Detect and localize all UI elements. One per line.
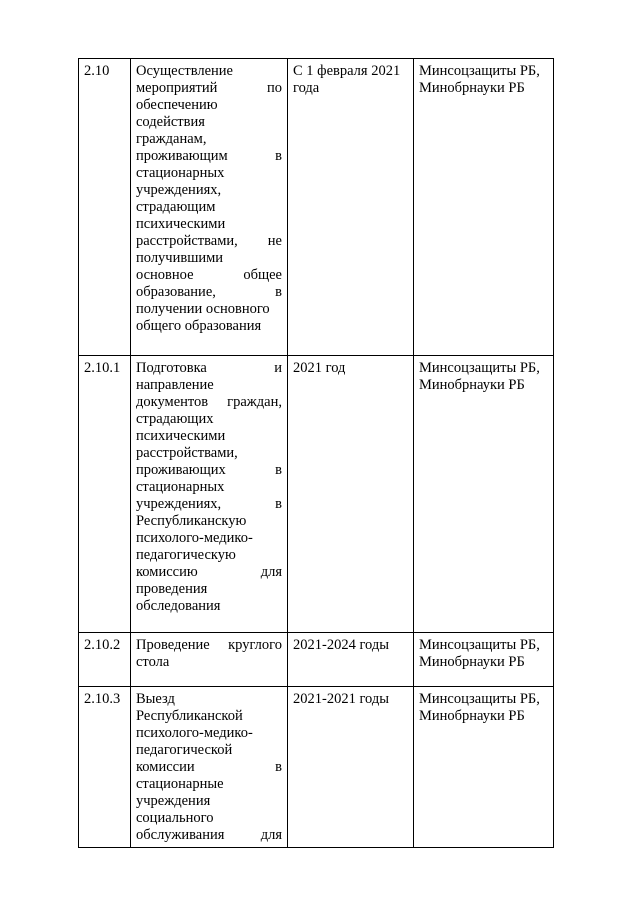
action-text-line: учреждениях, (136, 182, 222, 198)
action-text-line: педагогической (136, 742, 233, 758)
action-text-line: стола (136, 654, 170, 670)
action-text-line: образование, в (136, 284, 282, 300)
action-text-line: проведения (136, 581, 208, 597)
action-text-line: Республиканскую (136, 513, 247, 529)
executors-cell: Минсоцзащиты РБ, Минобрнауки РБ (414, 356, 554, 633)
action-text-line: документов граждан, (136, 394, 282, 410)
action-cell (131, 356, 288, 633)
table-row (79, 59, 554, 356)
action-text-line: содействия (136, 114, 205, 130)
action-text-line: комиссию для (136, 564, 282, 580)
table-row (79, 356, 554, 633)
action-text-line: учреждениях, в (136, 496, 282, 512)
action-text-line: страдающих (136, 411, 214, 427)
action-text-line: психолого-медико- (136, 530, 253, 546)
plan-table (78, 58, 554, 848)
action-text-line: обследования (136, 598, 221, 614)
action-text-line: получившими (136, 250, 224, 266)
action-cell (131, 687, 288, 848)
action-text-line: Осуществление (136, 63, 233, 79)
action-text-line: направление (136, 377, 214, 393)
action-text-line: педагогическую (136, 547, 236, 563)
action-text-line: психическими (136, 216, 226, 232)
action-cell (131, 633, 288, 687)
action-text-line: учреждения (136, 793, 211, 809)
action-text-line: общего образования (136, 318, 262, 334)
executors-cell: Минсоцзащиты РБ, Минобрнауки РБ (414, 633, 554, 687)
action-text-line: комиссии в (136, 759, 282, 775)
executors-cell: Минсоцзащиты РБ, Минобрнауки РБ (414, 687, 554, 848)
action-text-line: Подготовка и (136, 360, 282, 376)
row-number: 2.10.1 (79, 356, 131, 633)
action-text-line: стационарных (136, 479, 225, 495)
action-text-line: страдающим (136, 199, 216, 215)
action-text-line: Проведение круглого (136, 637, 282, 653)
action-text-line: расстройствами, не (136, 233, 282, 249)
action-text-line: расстройствами, (136, 445, 238, 461)
action-text-line: проживающих в (136, 462, 282, 478)
action-text-line: мероприятий по (136, 80, 282, 96)
term-cell: 2021-2024 годы (288, 633, 414, 687)
action-text-line: гражданам, (136, 131, 207, 147)
action-text-line: обеспечению (136, 97, 218, 113)
action-text-line: проживающим в (136, 148, 282, 164)
term-cell: С 1 февраля 2021 года (288, 59, 414, 356)
action-text-line: основное общее (136, 267, 282, 283)
action-text-line: стационарные (136, 776, 224, 792)
executors-cell: Минсоцзащиты РБ, Минобрнауки РБ (414, 59, 554, 356)
term-cell: 2021 год (288, 356, 414, 633)
row-number: 2.10 (79, 59, 131, 356)
table-row (79, 633, 554, 687)
term-cell: 2021-2021 годы (288, 687, 414, 848)
action-text-line: психолого-медико- (136, 725, 253, 741)
action-text-line: Республиканской (136, 708, 243, 724)
action-cell (131, 59, 288, 356)
action-text-line: психическими (136, 428, 226, 444)
action-text-line: социального (136, 810, 214, 826)
row-number: 2.10.2 (79, 633, 131, 687)
action-text-line: обслуживания для (136, 827, 282, 843)
action-text-line: получении основного (136, 301, 270, 317)
action-text-line: стационарных (136, 165, 225, 181)
action-text-line: Выезд (136, 691, 175, 707)
row-number: 2.10.3 (79, 687, 131, 848)
table-row (79, 687, 554, 848)
